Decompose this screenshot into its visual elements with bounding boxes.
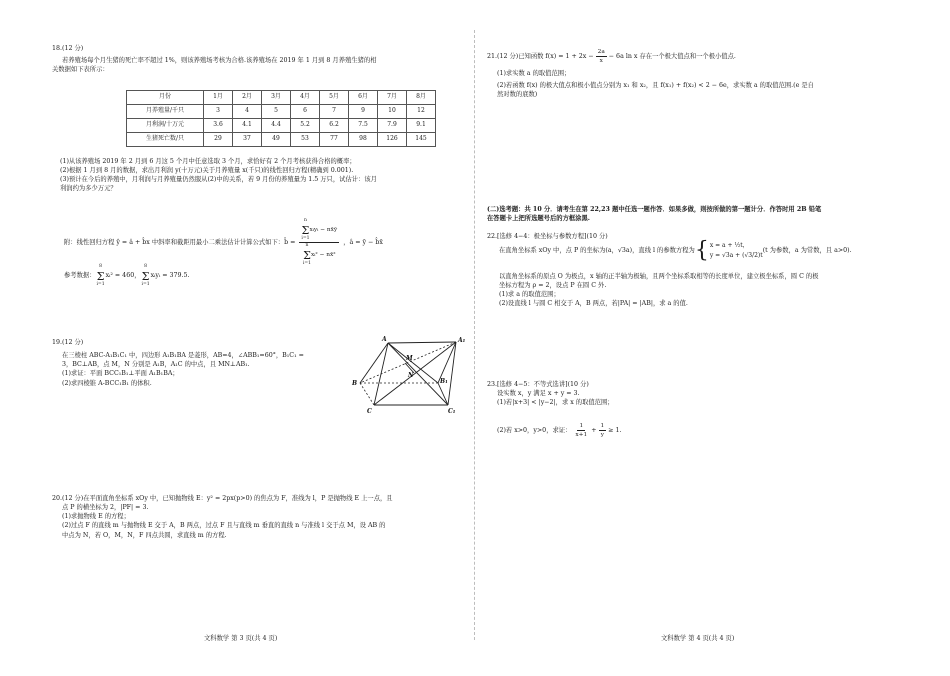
q22-line1: 在直角坐标系 xOy 中，点 P 的坐标为(a，√3a)，直线 l 的参数方程为 { x = a + ½t， y = √3a + (√3/2)t (t 为参数，a 为常数，且 a>0). [499, 238, 852, 263]
table-cell: 37 [233, 133, 262, 147]
table-row [127, 133, 436, 147]
table-cell: 3 [204, 105, 233, 119]
table-cell: 12 [407, 105, 436, 119]
table-cell: 3月 [262, 91, 291, 105]
table-cell: 1月 [204, 91, 233, 105]
q19-part2: (2)求四棱锥 A-BCC₁B₁ 的体积. [62, 379, 152, 387]
parametric-system: { x = a + ½t， y = √3a + (√3/2)t [694, 238, 763, 263]
edge-A-C1 [388, 343, 448, 405]
table-cell: 8月 [407, 91, 436, 105]
q20-line1: 20.(12 分)在平面直角坐标系 xOy 中，已知抛物线 E：y² = 2px(p>0) 的焦点为 F，准线为 l，P 是抛物线 E 上一点，且 [52, 495, 393, 502]
table-cell: 98 [349, 133, 378, 147]
q18-header: 18.(12 分) [52, 45, 84, 52]
q18-data-table [126, 90, 436, 147]
label-C1: C₁ [448, 408, 456, 415]
table-row [127, 119, 436, 133]
q19-line1: 在三棱柱 ABC-A₁B₁C₁ 中，四边形 A₁B₁BA 是菱形，AB=4，∠ABB₁=60°，B₁C₁ = [62, 352, 304, 360]
table-cell: 4.4 [262, 119, 291, 133]
q18-note-prefix: 附：线性回归方程 ŷ = â + b̂x 中斜率和截距用最小二乘法估计计算公式如下：b̂ = [64, 239, 296, 247]
table-cell: 6月 [349, 91, 378, 105]
q22-body [499, 272, 939, 309]
hidden-edge-B-C [360, 383, 374, 405]
section2-line2: 在答题卡上把所选题号后的方框涂黑. [487, 215, 590, 223]
q18-note-suffix: ，â = ȳ − b̂x̄ [343, 239, 383, 247]
table-cell: 49 [262, 133, 291, 147]
page-footer-3: 文科数学 第 3 页(共 4 页) [204, 635, 278, 642]
label-A1: A₁ [458, 337, 466, 344]
q23-line1: 设实数 x，y 满足 x + y = 3. [497, 390, 580, 398]
q19-header: 19.(12 分) [52, 339, 84, 346]
q23-fraction-1: $\frac{1}{x+1}$ [575, 423, 588, 439]
table-cell: 9 [349, 105, 378, 119]
table-cell: 4月 [291, 91, 320, 105]
table-cell: 6 [291, 105, 320, 119]
question-23 [487, 380, 927, 407]
q21-parts [497, 69, 937, 99]
table-cell: 77 [320, 133, 349, 147]
sum-symbol: n Σ i=1 [301, 218, 310, 241]
q22-header: 22.[选修 4−4：极坐标与参数方程](10 分) [487, 233, 608, 240]
table-cell: 5.2 [291, 119, 320, 133]
q18-intro-line2: 关数据如下表所示： [52, 66, 109, 74]
label-C: C [367, 408, 372, 415]
edge-B1-C1 [438, 383, 448, 405]
table-cell: 5月 [320, 91, 349, 105]
table-cell: 7月 [378, 91, 407, 105]
q21-fraction: $\frac{2a}{x}$ [597, 49, 605, 65]
table-cell: 126 [378, 133, 407, 147]
label-B1: B₁ [440, 378, 448, 385]
q18-intro-line1: 若养殖场每个月生猪的死亡率不超过 1%，则该养殖场考核为合格.该养殖场在 2019 年 1 月到 8 月养殖生猪的相 [62, 57, 377, 65]
table-cell: 145 [407, 133, 436, 147]
exam-page-4 [475, 0, 950, 676]
table-cell: 5 [262, 105, 291, 119]
table-cell: 10 [378, 105, 407, 119]
section2-line1: (二)选考题：共 10 分．请考生在第 22,23 题中任选一题作答．如果多做，则按所做的第一题计分．作答时用 2B 铅笔 [487, 206, 822, 213]
q22-line2: 以直角坐标系的原点 O 为极点，x 轴的正半轴为极轴，且两个坐标系取相等的长度单位，建立极坐标系，圆 C 的极 [499, 273, 819, 280]
slope-numerator: n Σ i=1 xᵢyᵢ − nx̄ȳ [299, 218, 339, 243]
q18-part3-line2: 利润约为多少万元？ [60, 185, 117, 193]
q22-part1: (1)求 a 的取值范围； [499, 291, 560, 299]
q20-part2-line2: 中点为 N，若 O，M，N，F 四点共圆，求直线 m 的方程. [62, 531, 227, 539]
label-N: N [408, 372, 414, 379]
regression-slope-fraction [299, 218, 339, 267]
table-cell: 53 [291, 133, 320, 147]
table-cell: 月养殖量/千只 [127, 105, 204, 119]
table-header-row [127, 91, 436, 105]
q23-fraction-2: $\frac{1}{y}$ [600, 423, 605, 439]
q21-part2-line1: (2)若函数 f(x) 的极大值点和极小值点分别为 x₁ 和 x₂，且 f(x₁) + f(x₂) < 2 − 6e，求实数 a 的取值范围.(e 是自 [497, 82, 814, 90]
table-row [127, 105, 436, 119]
q18-part2: (2)根据 1 月到 8 月的数据，求出月利润 y(十万元)关于月养殖量 x(千只)的线性回归方程(精确到 0.001). [60, 167, 354, 175]
table-cell: 9.1 [407, 119, 436, 133]
param-x-equation: x = a + ½t， [709, 242, 749, 250]
table-cell: 月利润/十万元 [127, 119, 204, 133]
table-cell: 7.9 [378, 119, 407, 133]
param-y-equation: y = √3a + (√3/2)t [709, 252, 763, 259]
table-cell: 生猪死亡数/只 [127, 133, 204, 147]
table-cell: 6.2 [320, 119, 349, 133]
table-cell: 7.5 [349, 119, 378, 133]
table-cell: 29 [204, 133, 233, 147]
table-cell: 7 [320, 105, 349, 119]
q18-formula-note [64, 218, 383, 267]
q23-header: 23.[选修 4−5：不等式选讲](10 分) [487, 381, 589, 388]
question-19 [52, 338, 352, 388]
page-footer-4: 文科数学 第 4 页(共 4 页) [661, 635, 735, 642]
label-B: B [352, 380, 358, 387]
table-cell: 4.1 [233, 119, 262, 133]
edge-A-A1 [388, 342, 456, 343]
sum-symbol: 8 Σ i=1 [141, 264, 150, 287]
q18-parts [60, 157, 472, 194]
q19-line2: 3，BC⊥AB，点 M，N 分别是 A₁B，A₁C 的中点，且 MN⊥AB₁. [62, 361, 250, 369]
q21-header: 21.(12 分)已知函数 f(x) = 1 + 2x − $\frac{2a}{x}$ − 6a ln x 存在一个极大值点和一个极小值点. [487, 49, 736, 65]
slope-denominator: n Σ i=1 xᵢ² − nx̄² [302, 243, 336, 266]
table-cell: 3.6 [204, 119, 233, 133]
label-M: M [406, 355, 413, 362]
prism-figure [352, 333, 464, 415]
q18-part3-line1: (3)预计在今后的养殖中，月利润与月养殖量仍然服从(2)中的关系，若 9 月份的养殖量为 1.5 万只，试估计：该月 [60, 176, 377, 184]
table-cell: 2月 [233, 91, 262, 105]
q19-part1: (1)求证：平面 BCC₁B₁⊥平面 A₁B₁BA； [62, 370, 179, 378]
q20-line2: 点 P 的横坐标为 2，|PF| = 3. [62, 504, 149, 512]
q21-part1: (1)求实数 a 的取值范围； [497, 70, 571, 77]
question-20 [52, 494, 467, 540]
section-optional-questions [487, 205, 937, 223]
q18-reference-data: 参考数据： 8 Σ i=1 xᵢ² = 460， 8 Σ i=1 xᵢyᵢ = 379.5. [64, 264, 190, 287]
label-A: A [382, 336, 387, 343]
sum-symbol: n Σ i=1 [302, 243, 311, 266]
q20-part1: (1)求抛物线 E 的方程； [62, 513, 130, 521]
sum-symbol: 8 Σ i=1 [96, 264, 105, 287]
q23-part2: (2)若 x>0，y>0，求证： $\frac{1}{x+1}$ + $\frac{1}{y}$ ≥ 1. [497, 423, 622, 439]
q18-part1: (1)从该养殖场 2019 年 2 月到 6 月这 5 个月中任意选取 3 个月，求恰好有 2 个月考核获得合格的概率； [60, 158, 356, 165]
q23-part1: (1)若|x+3| < |y−2|，求 x 的取值范围； [497, 399, 614, 407]
q22-part2: (2)设直线 l 与圆 C 相交于 A，B 两点，若|PA| = |AB|，求 a 的值. [499, 300, 688, 308]
table-cell: 4 [233, 105, 262, 119]
q20-part2-line1: (2)过点 F 的直线 m 与抛物线 E 交于 A，B 两点，过点 F 且与直线 m 垂直的直线 n 与准线 l 交于点 M，设 AB 的 [62, 522, 386, 530]
q21-part2-line2: 然对数的底数) [497, 91, 538, 99]
question-18 [52, 44, 467, 74]
table-cell: 月份 [127, 91, 204, 105]
q22-line3: 坐标方程为 ρ = 2，设点 P 在圆 C 外. [499, 282, 607, 290]
